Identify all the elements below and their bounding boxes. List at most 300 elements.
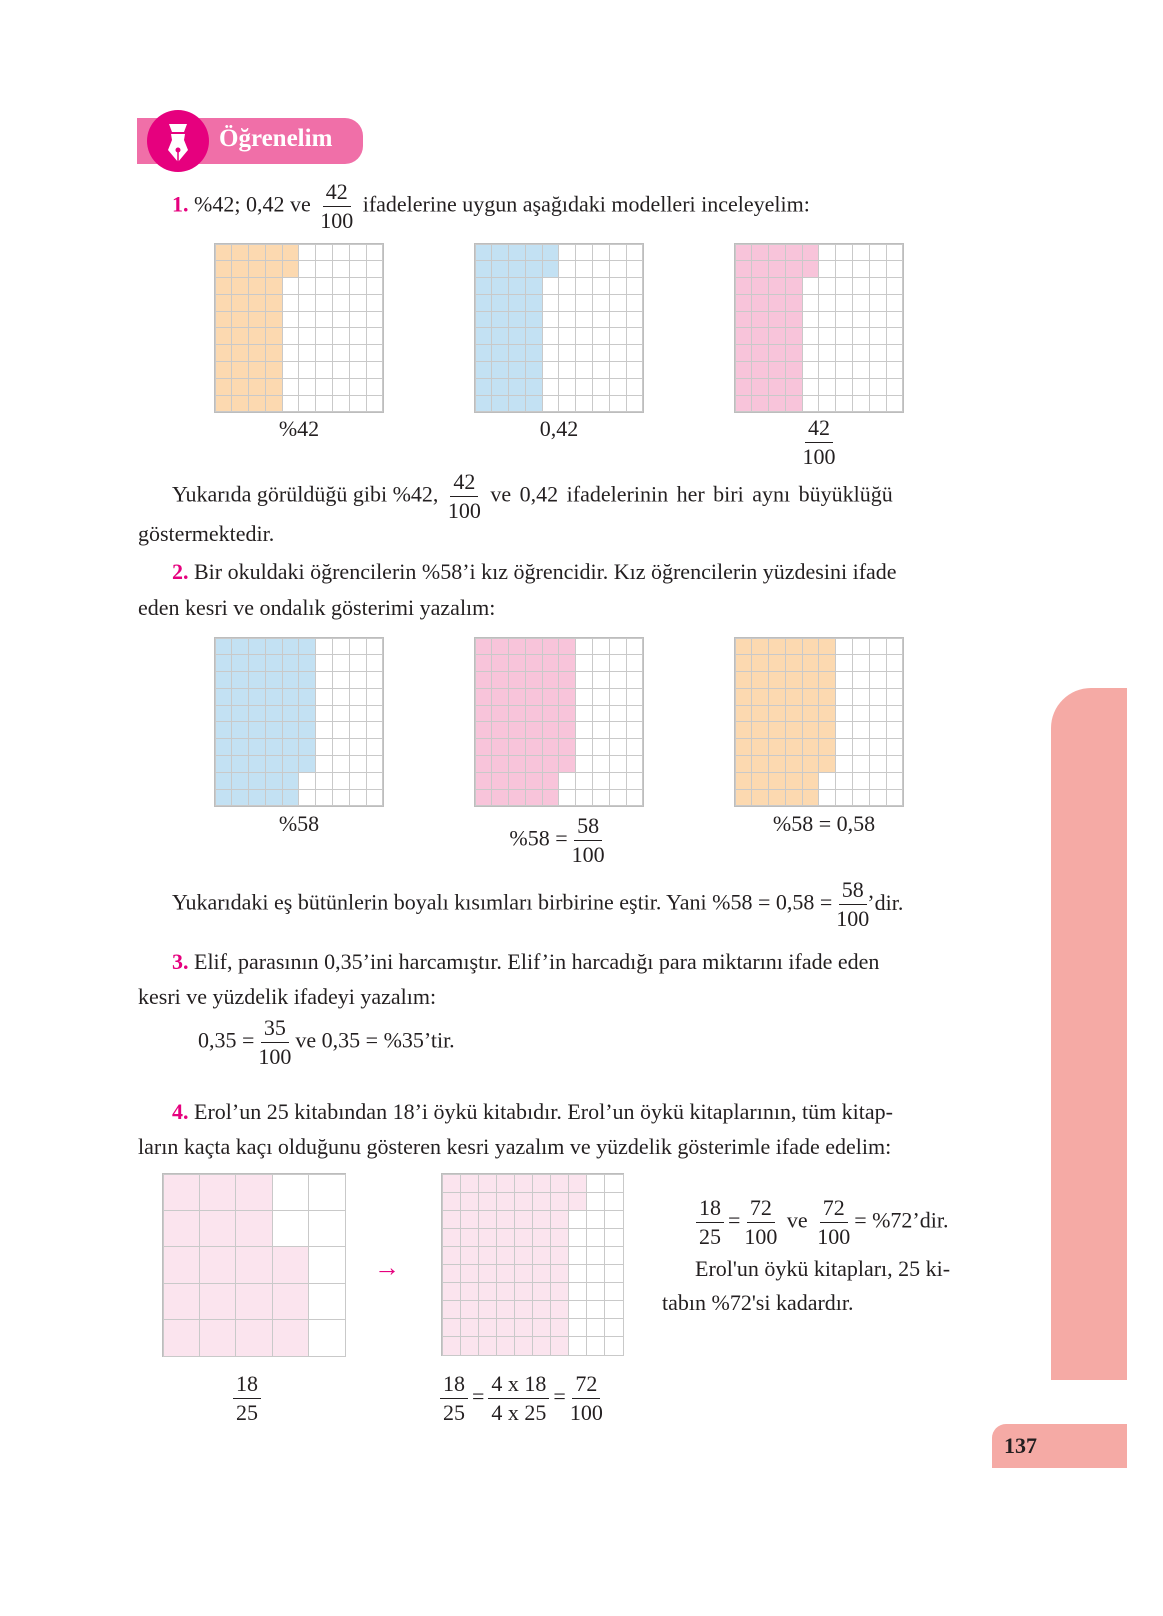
numerator: 42 — [805, 414, 833, 443]
grid-cell-filled — [818, 721, 836, 739]
grid-cell — [852, 738, 870, 756]
grid-cell-filled — [475, 688, 493, 706]
grid-cell-filled — [491, 688, 509, 706]
grid-cell — [609, 738, 627, 756]
grid-cell-filled — [491, 294, 509, 312]
grid-cell-filled — [215, 772, 233, 790]
grid-cell — [315, 344, 333, 362]
grid-cell — [332, 789, 350, 807]
grid-cell-filled — [768, 260, 786, 278]
grid-cell-filled — [215, 738, 233, 756]
grid-cell — [835, 688, 853, 706]
denominator: 100 — [258, 1044, 292, 1069]
grid-cell-filled — [272, 1319, 309, 1356]
grid-cell — [592, 311, 610, 329]
grid-model-decimal-058 — [734, 637, 904, 807]
grid-cell-filled — [558, 671, 576, 689]
grid-cell — [886, 327, 904, 345]
grid-cell-filled — [751, 671, 769, 689]
grid-cell-filled — [282, 654, 300, 672]
grid-cell-filled — [265, 294, 283, 312]
grid-cell-filled — [802, 789, 820, 807]
grid-cell-filled — [542, 755, 560, 773]
grid-cell — [568, 1318, 587, 1337]
text: göstermektedir. — [138, 521, 275, 546]
grid-cell-filled — [475, 244, 493, 262]
grid-cell-filled — [231, 705, 249, 723]
grid-cell-filled — [199, 1210, 236, 1247]
grid-cell — [626, 311, 644, 329]
grid-cell-filled — [460, 1210, 479, 1229]
grid-cell-filled — [265, 721, 283, 739]
grid-cell — [592, 755, 610, 773]
grid-cell-filled — [265, 705, 283, 723]
grid-cell-filled — [508, 671, 526, 689]
grid-cell — [558, 378, 576, 396]
grid-cell-filled — [235, 1210, 272, 1247]
grid-cell-filled — [785, 244, 803, 262]
grid-cell-filled — [735, 395, 753, 413]
grid-cell-filled — [802, 755, 820, 773]
grid-cell — [592, 688, 610, 706]
grid-cell — [886, 260, 904, 278]
grid-cell-filled — [768, 755, 786, 773]
grid-cell-filled — [282, 638, 300, 656]
grid-cell — [349, 772, 367, 790]
grid-cell — [609, 277, 627, 295]
grid-cell — [568, 1300, 587, 1319]
grid-cell — [609, 244, 627, 262]
grid-cell-filled — [525, 244, 543, 262]
grid-cell — [592, 277, 610, 295]
grid-cell-filled — [491, 705, 509, 723]
grid-cell — [818, 378, 836, 396]
grid-cell-filled — [442, 1336, 461, 1355]
grid-cell — [575, 738, 593, 756]
grid-cell-filled — [735, 755, 753, 773]
grid-cell — [869, 311, 887, 329]
grid-cell-filled — [298, 721, 316, 739]
grid-cell — [869, 361, 887, 379]
grid-cell — [332, 244, 350, 262]
grid-cell-filled — [248, 738, 266, 756]
grid-cell-filled — [163, 1246, 200, 1283]
item-number: 3. — [172, 949, 189, 974]
numerator: 72 — [572, 1370, 600, 1399]
grid-cell-filled — [751, 772, 769, 790]
grid-cell-filled — [496, 1282, 515, 1301]
grid-cell-filled — [231, 260, 249, 278]
grid-cell — [835, 755, 853, 773]
grid-cell-filled — [460, 1264, 479, 1283]
numerator: 42 — [323, 178, 351, 207]
grid-cell — [604, 1192, 623, 1211]
grid-cell-filled — [802, 654, 820, 672]
grid-cell — [626, 260, 644, 278]
grid-cell-filled — [478, 1300, 497, 1319]
grid-cell-filled — [508, 789, 526, 807]
caption — [734, 414, 904, 471]
grid-cell-filled — [802, 638, 820, 656]
grid-cell — [626, 688, 644, 706]
grid-cell — [886, 638, 904, 656]
text: tabın %72'si kadardır. — [662, 1290, 854, 1315]
grid-cell-filled — [215, 260, 233, 278]
grid-cell — [818, 311, 836, 329]
grid-cell — [332, 688, 350, 706]
grid-cell-filled — [475, 738, 493, 756]
grid-cell — [626, 755, 644, 773]
grid-cell-filled — [735, 688, 753, 706]
grid-cell — [542, 395, 560, 413]
grid-cell — [586, 1228, 605, 1247]
grid-cell-filled — [508, 395, 526, 413]
grid-cell — [869, 789, 887, 807]
grid-cell — [575, 688, 593, 706]
grid-cell — [349, 721, 367, 739]
grid-cell-filled — [768, 294, 786, 312]
grid-cell-filled — [265, 344, 283, 362]
grid-cell-filled — [298, 738, 316, 756]
grid-cell-filled — [460, 1300, 479, 1319]
grid-cell-filled — [478, 1210, 497, 1229]
grid-cell-filled — [785, 671, 803, 689]
grid-cell-filled — [491, 395, 509, 413]
grid-cell — [592, 294, 610, 312]
grid-cell-filled — [735, 294, 753, 312]
grid-cell-filled — [508, 260, 526, 278]
grid-cell — [558, 361, 576, 379]
grid-cell-filled — [475, 361, 493, 379]
grid-cell-filled — [785, 277, 803, 295]
grid-cell-filled — [272, 1283, 309, 1320]
grid-cell-filled — [298, 755, 316, 773]
grid-cell-filled — [768, 654, 786, 672]
grid-cell-filled — [525, 654, 543, 672]
grid-cell-filled — [785, 395, 803, 413]
grid-cell — [852, 327, 870, 345]
grid-cell-filled — [768, 344, 786, 362]
grid-cell — [592, 705, 610, 723]
grid-cell-filled — [231, 738, 249, 756]
grid-cell — [315, 244, 333, 262]
grid-cell — [886, 671, 904, 689]
grid-cell — [315, 327, 333, 345]
grid-cell-filled — [542, 244, 560, 262]
grid-cell-filled — [802, 244, 820, 262]
grid-cell-filled — [802, 721, 820, 739]
grid-cell-filled — [508, 361, 526, 379]
grid-cell — [835, 244, 853, 262]
grid-cell-filled — [751, 654, 769, 672]
grid-cell — [852, 344, 870, 362]
grid-cell-filled — [248, 260, 266, 278]
grid-cell-filled — [163, 1319, 200, 1356]
grid-cell — [626, 344, 644, 362]
grid-cell — [886, 395, 904, 413]
grid-cell — [626, 638, 644, 656]
grid-cell-filled — [215, 327, 233, 345]
grid-cell-filled — [215, 789, 233, 807]
grid-cell-filled — [735, 772, 753, 790]
grid-cell-filled — [751, 244, 769, 262]
grid-cell — [835, 327, 853, 345]
grid-cell — [835, 294, 853, 312]
denominator: 100 — [744, 1224, 778, 1249]
grid-cell — [308, 1283, 345, 1320]
grid-cell — [852, 395, 870, 413]
grid-cell — [818, 244, 836, 262]
grid-cell-filled — [298, 671, 316, 689]
paragraph — [172, 468, 893, 525]
grid-cell-filled — [514, 1246, 533, 1265]
grid-cell-filled — [248, 772, 266, 790]
grid-cell — [835, 395, 853, 413]
grid-cell — [315, 705, 333, 723]
grid-cell-filled — [215, 755, 233, 773]
grid-cell-filled — [818, 638, 836, 656]
grid-cell — [315, 654, 333, 672]
grid-cell — [626, 654, 644, 672]
grid-cell-filled — [735, 260, 753, 278]
grid-cell-filled — [282, 721, 300, 739]
grid-cell-filled — [442, 1174, 461, 1193]
caption — [162, 1370, 332, 1427]
grid-cell — [886, 721, 904, 739]
grid-cell — [298, 344, 316, 362]
grid-cell-filled — [248, 688, 266, 706]
grid-cell — [575, 654, 593, 672]
grid-cell-filled — [491, 277, 509, 295]
grid-cell-filled — [248, 361, 266, 379]
grid-cell-filled — [785, 361, 803, 379]
grid-cell-filled — [248, 294, 266, 312]
grid-cell — [818, 789, 836, 807]
text: Erol'un öykü kitapları, 25 ki- — [695, 1256, 951, 1281]
grid-cell-filled — [532, 1300, 551, 1319]
grid-cell — [349, 671, 367, 689]
grid-cell-filled — [265, 327, 283, 345]
grid-cell-filled — [768, 772, 786, 790]
grid-cell — [835, 638, 853, 656]
grid-cell — [886, 688, 904, 706]
grid-cell-filled — [558, 721, 576, 739]
grid-cell — [575, 244, 593, 262]
grid-cell — [886, 361, 904, 379]
grid-cell — [626, 378, 644, 396]
grid-cell — [835, 344, 853, 362]
denominator: 100 — [569, 1400, 603, 1425]
grid-cell — [349, 327, 367, 345]
grid-cell — [609, 294, 627, 312]
grid-cell — [332, 738, 350, 756]
grid-cell — [609, 311, 627, 329]
grid-cell — [332, 378, 350, 396]
grid-cell — [315, 688, 333, 706]
grid-cell-filled — [525, 688, 543, 706]
grid-cell-filled — [475, 344, 493, 362]
grid-cell — [886, 244, 904, 262]
grid-cell — [575, 378, 593, 396]
grid-cell-filled — [491, 721, 509, 739]
grid-cell — [568, 1246, 587, 1265]
grid-cell — [818, 361, 836, 379]
grid-cell — [332, 721, 350, 739]
grid-cell-filled — [785, 755, 803, 773]
grid-cell-filled — [514, 1300, 533, 1319]
numerator: 18 — [233, 1370, 261, 1399]
grid-cell-filled — [768, 327, 786, 345]
grid-cell-filled — [215, 654, 233, 672]
grid-cell — [575, 671, 593, 689]
grid-cell-filled — [491, 311, 509, 329]
grid-cell-filled — [496, 1264, 515, 1283]
grid-cell-filled — [751, 721, 769, 739]
grid-cell-filled — [231, 654, 249, 672]
grid-cell — [332, 344, 350, 362]
grid-cell-filled — [735, 705, 753, 723]
grid-cell-filled — [768, 378, 786, 396]
text: ve — [786, 1207, 808, 1233]
grid-cell — [349, 344, 367, 362]
grid-cell — [852, 277, 870, 295]
grid-cell-filled — [785, 311, 803, 329]
grid-cell-filled — [442, 1264, 461, 1283]
grid-cell-filled — [248, 244, 266, 262]
grid-cell — [626, 705, 644, 723]
numerator: 72 — [820, 1194, 848, 1223]
grid-cell — [349, 311, 367, 329]
grid-cell — [586, 1192, 605, 1211]
grid-cell-filled — [475, 721, 493, 739]
grid-cell-filled — [215, 361, 233, 379]
grid-cell — [586, 1174, 605, 1193]
grid-cell-filled — [751, 361, 769, 379]
grid-cell — [835, 311, 853, 329]
grid-cell — [349, 654, 367, 672]
grid-cell-filled — [265, 361, 283, 379]
grid-cell — [886, 294, 904, 312]
grid-cell — [308, 1210, 345, 1247]
grid-cell — [609, 755, 627, 773]
grid-cell-filled — [491, 671, 509, 689]
grid-cell-filled — [265, 755, 283, 773]
arrow-right-icon: → — [374, 1253, 400, 1282]
grid-cell — [315, 789, 333, 807]
grid-cell — [272, 1174, 309, 1211]
grid-cell-filled — [532, 1192, 551, 1211]
grid-cell-filled — [199, 1246, 236, 1283]
grid-cell — [835, 772, 853, 790]
grid-cell — [282, 344, 300, 362]
text: = %72’dir. — [854, 1207, 949, 1233]
grid-cell-filled — [248, 311, 266, 329]
grid-cell-filled — [478, 1336, 497, 1355]
grid-cell-filled — [215, 688, 233, 706]
grid-cell — [818, 277, 836, 295]
grid-cell — [852, 311, 870, 329]
item-number: 1. — [172, 191, 189, 217]
grid-cell — [575, 260, 593, 278]
grid-cell — [349, 395, 367, 413]
grid-cell-filled — [248, 755, 266, 773]
equation: $\frac{18}{25}$ = $\frac{4 x 18}{4 x 25}$ = $\frac{72}{100}$ — [436, 1370, 607, 1427]
grid-cell-filled — [231, 772, 249, 790]
grid-cell — [835, 721, 853, 739]
grid-cell-filled — [525, 721, 543, 739]
grid-cell-filled — [818, 755, 836, 773]
grid-cell-filled — [558, 688, 576, 706]
grid-cell — [869, 260, 887, 278]
grid-cell — [609, 789, 627, 807]
grid-model-percent-58 — [214, 637, 384, 807]
grid-cell-filled — [265, 244, 283, 262]
grid-cell — [332, 294, 350, 312]
grid-cell-filled — [215, 721, 233, 739]
grid-cell-filled — [475, 789, 493, 807]
grid-cell — [298, 277, 316, 295]
grid-cell-filled — [199, 1174, 236, 1211]
grid-cell — [869, 244, 887, 262]
grid-cell — [349, 294, 367, 312]
grid-cell — [604, 1318, 623, 1337]
denominator: 100 — [836, 906, 870, 931]
grid-cell — [852, 705, 870, 723]
grid-cell-filled — [231, 789, 249, 807]
grid-model-fraction-58 — [474, 637, 644, 807]
grid-cell-filled — [558, 638, 576, 656]
grid-cell — [869, 395, 887, 413]
grid-cell — [835, 789, 853, 807]
grid-cell-filled — [768, 705, 786, 723]
grid-cell — [852, 671, 870, 689]
grid-cell-filled — [460, 1192, 479, 1211]
grid-cell-filled — [785, 772, 803, 790]
grid-cell-filled — [491, 789, 509, 807]
grid-cell — [852, 789, 870, 807]
grid-cell — [592, 395, 610, 413]
grid-cell-filled — [496, 1246, 515, 1265]
text: Elif, parasının 0,35’ini harcamıştır. Elif’in harcadığı para miktarını ifade eden — [194, 949, 880, 974]
grid-cell — [626, 738, 644, 756]
grid-cell-filled — [282, 260, 300, 278]
grid-cell — [626, 721, 644, 739]
grid-cell — [592, 654, 610, 672]
grid-cell-filled — [751, 789, 769, 807]
grid-cell — [315, 260, 333, 278]
grid-cell-filled — [478, 1282, 497, 1301]
grid-cell-filled — [532, 1246, 551, 1265]
grid-cell-filled — [735, 327, 753, 345]
grid-model-fraction-42-100 — [734, 243, 904, 413]
grid-cell — [366, 789, 384, 807]
side-tab — [1051, 688, 1127, 1380]
grid-cell-filled — [550, 1300, 569, 1319]
grid-cell — [604, 1300, 623, 1319]
grid-cell-filled — [491, 361, 509, 379]
grid-cell — [282, 361, 300, 379]
numerator: 18 — [696, 1194, 724, 1223]
grid-cell-filled — [215, 378, 233, 396]
grid-cell-filled — [542, 671, 560, 689]
grid-cell-filled — [215, 705, 233, 723]
grid-cell — [886, 311, 904, 329]
grid-cell-filled — [550, 1318, 569, 1337]
section-title: Öğrenelim — [219, 125, 333, 152]
grid-cell-filled — [514, 1174, 533, 1193]
grid-cell — [315, 671, 333, 689]
grid-cell — [282, 294, 300, 312]
